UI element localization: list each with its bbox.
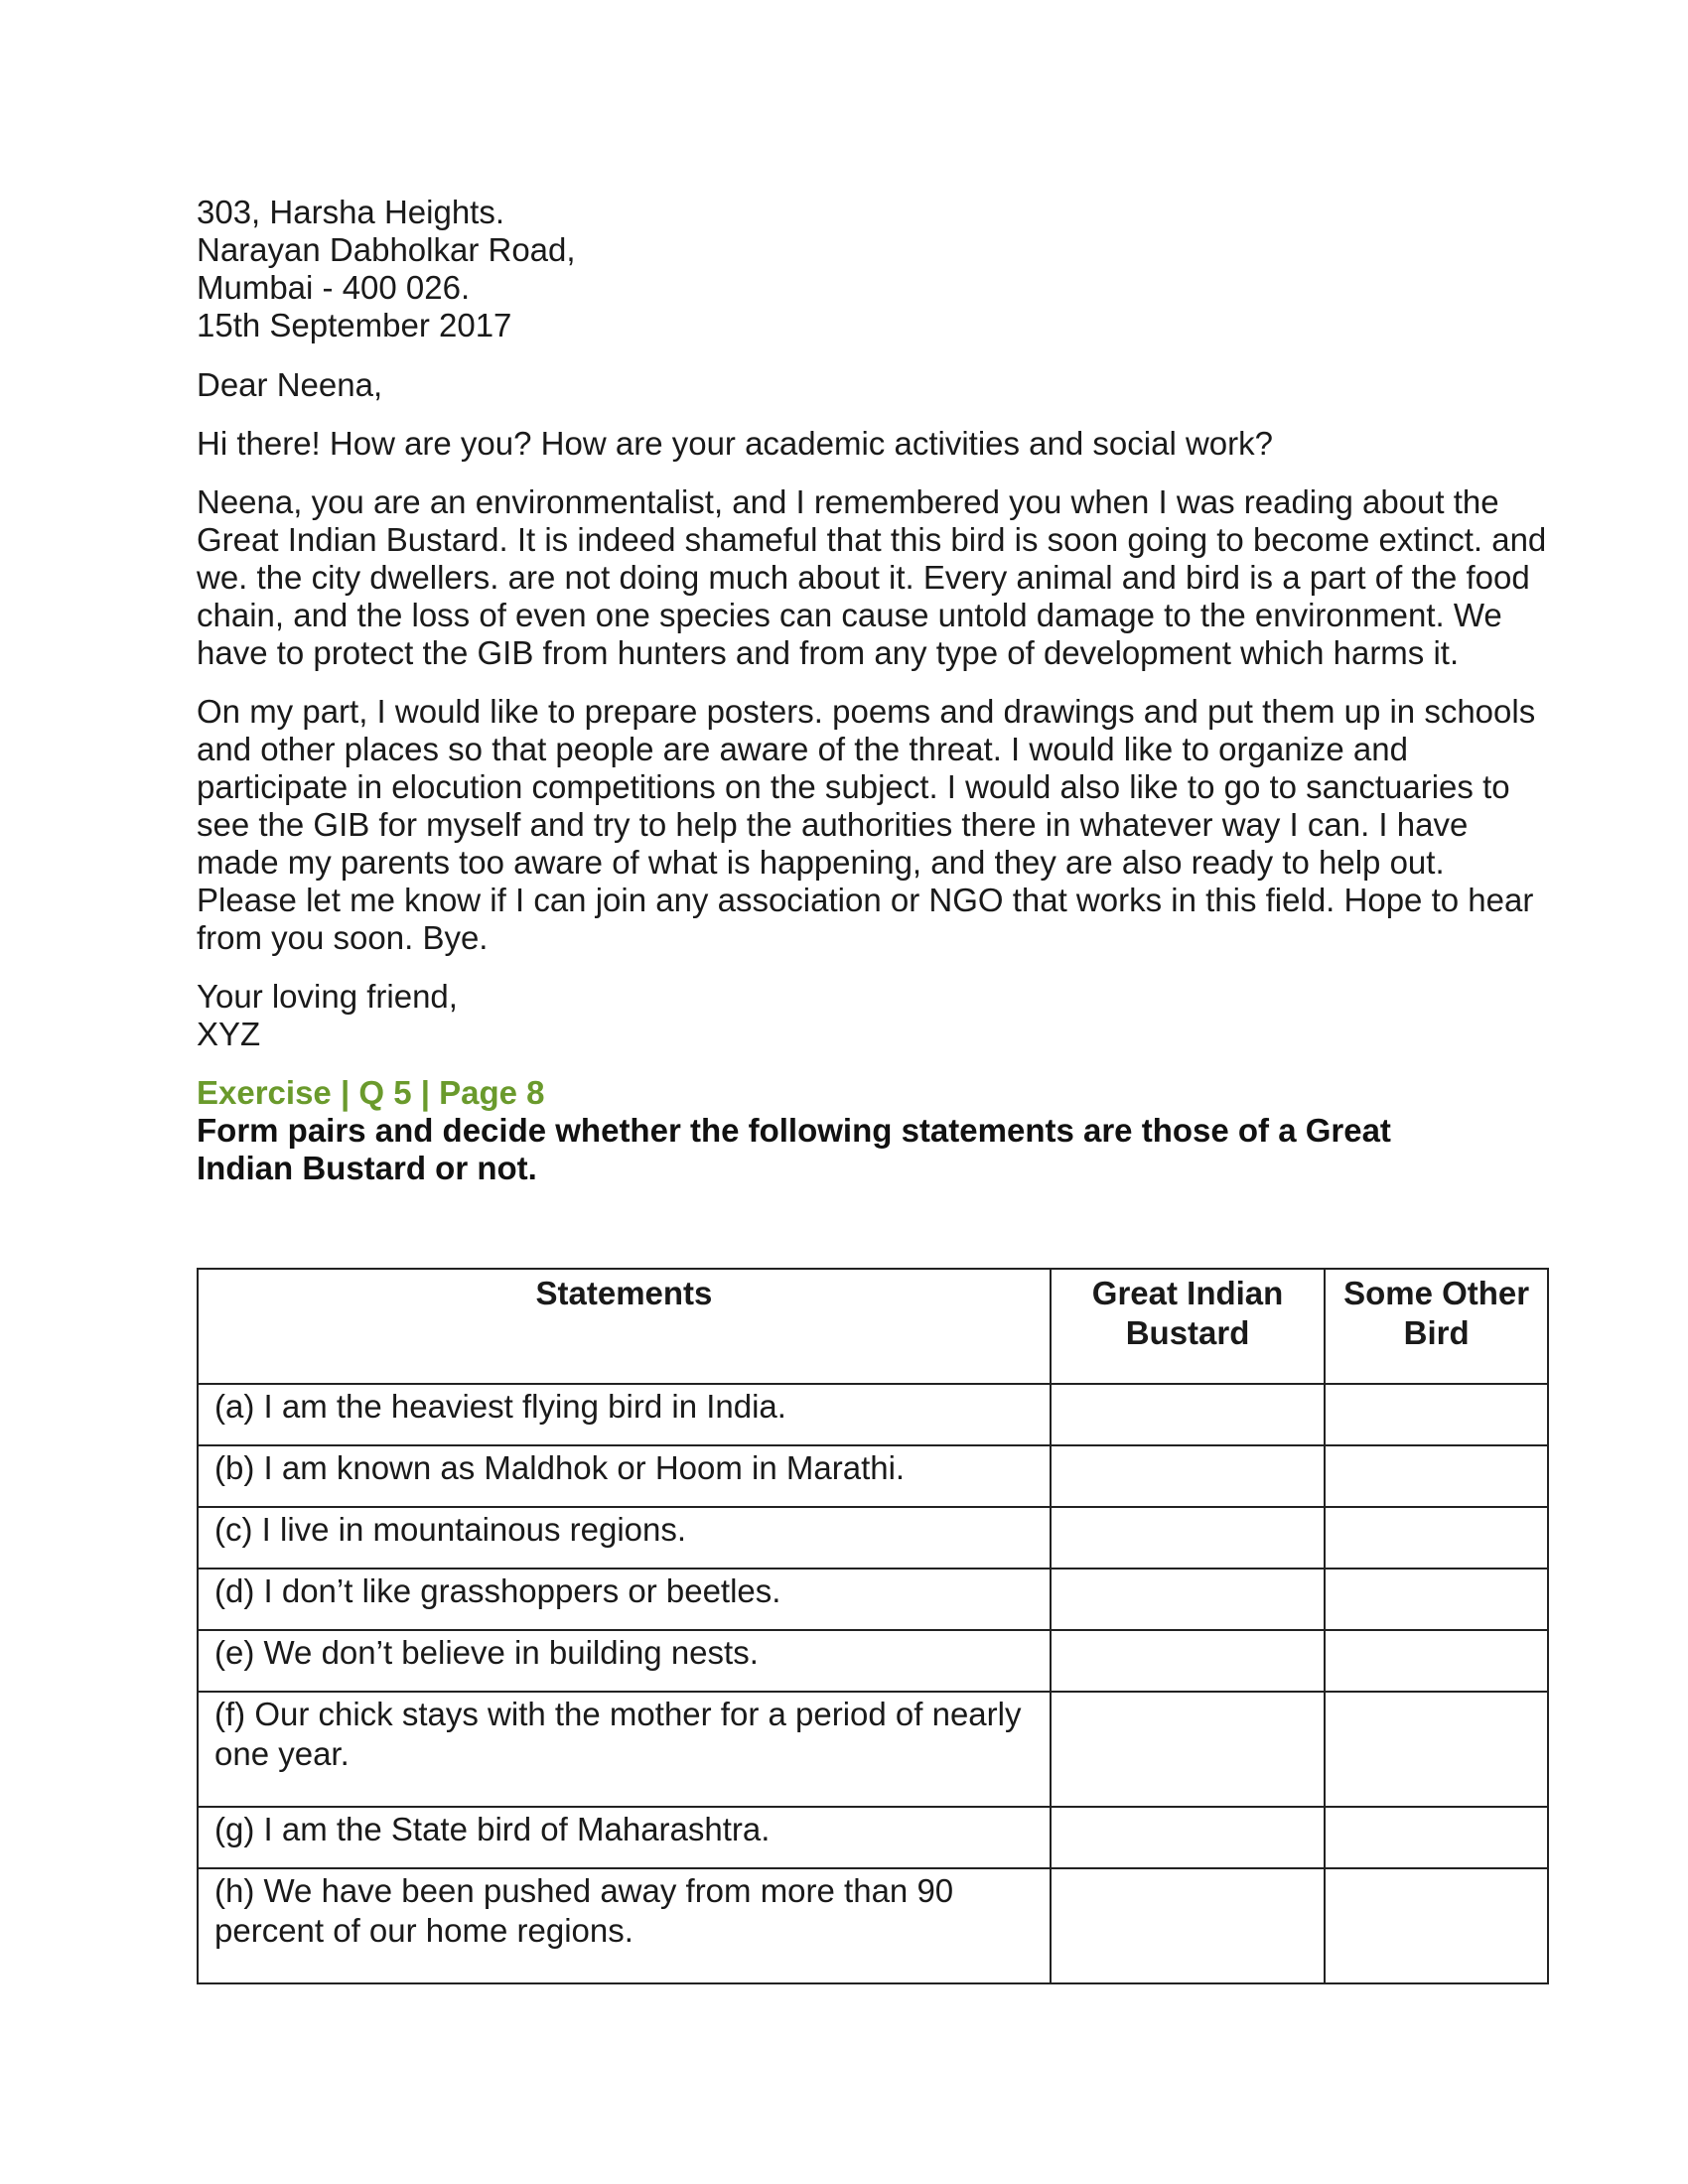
other-answer-cell (1325, 1868, 1548, 1983)
table-row (198, 1868, 1548, 1983)
other-answer-cell (1325, 1692, 1548, 1807)
other-answer-cell (1325, 1807, 1548, 1868)
other-answer-cell (1325, 1507, 1548, 1569)
sender-address (197, 194, 1547, 344)
statement-cell: (f) Our chick stays with the mother for a period of nearly one year. (198, 1692, 1051, 1807)
table-row (198, 1807, 1548, 1868)
statement-cell: (c) I live in mountainous regions. (198, 1507, 1051, 1569)
address-line: Narayan Dabholkar Road, (197, 231, 576, 268)
signature: XYZ (197, 1016, 261, 1052)
exercise-heading: Exercise | Q 5 | Page 8 (197, 1074, 545, 1111)
other-answer-cell (1325, 1630, 1548, 1692)
statement-cell: (h) We have been pushed away from more than 90 percent of our home regions. (198, 1868, 1051, 1983)
other-answer-cell (1325, 1569, 1548, 1630)
header-some-other-bird: Some Other Bird (1325, 1269, 1548, 1384)
document-page (197, 194, 1547, 1949)
gib-answer-cell (1051, 1630, 1325, 1692)
table-row (198, 1569, 1548, 1630)
table-row (198, 1507, 1548, 1569)
letter-paragraph: Hi there! How are you? How are your academic activities and social work? (197, 425, 1273, 462)
gib-answer-cell (1051, 1692, 1325, 1807)
other-answer-cell (1325, 1445, 1548, 1507)
gib-answer-cell (1051, 1384, 1325, 1445)
letter-paragraph: Neena, you are an environmentalist, and I remembered you when I was reading about the Great Indian Bustard. It is indeed shameful that this bird is soon going to become extinct. and we. the city dwellers. are not doing much about it. Every animal and bird is a part of the food chain, and the loss of even one species can cause untold damage to the environment. We have to protect the GIB from hunters and from any type of development which harms it. (197, 483, 1547, 671)
header-statements: Statements (198, 1269, 1051, 1384)
gib-answer-cell (1051, 1868, 1325, 1983)
other-answer-cell (1325, 1384, 1548, 1445)
address-line: 303, Harsha Heights. (197, 194, 505, 230)
gib-answer-cell (1051, 1507, 1325, 1569)
statement-cell: (g) I am the State bird of Maharashtra. (198, 1807, 1051, 1868)
header-great-indian-bustard: Great Indian Bustard (1051, 1269, 1325, 1384)
statement-cell: (a) I am the heaviest flying bird in India. (198, 1384, 1051, 1445)
table-header-row (198, 1269, 1548, 1384)
gib-answer-cell (1051, 1569, 1325, 1630)
letter-closing (197, 978, 1547, 1053)
address-line: Mumbai - 400 026. (197, 269, 471, 306)
letter-paragraph: On my part, I would like to prepare posters. poems and drawings and put them up in schools and other places so that people are aware of the threat. I would like to organize and participate in elocution competitions on the subject. I would also like to go to sanctuaries to see the GIB for myself and try to help the authorities there in whatever way I can. I have made my parents too aware of what is happening, and they are also ready to help out. Please let me know if I can join any association or NGO that works in this field. Hope to hear from you soon. Bye. (197, 693, 1536, 956)
statement-cell: (b) I am known as Maldhok or Hoom in Marathi. (198, 1445, 1051, 1507)
table-row (198, 1692, 1548, 1807)
letter-greeting: Dear Neena, (197, 366, 383, 403)
exercise-question: Form pairs and decide whether the following statements are those of a Great Indian Bustard or not. (197, 1112, 1391, 1186)
statements-table (197, 1268, 1549, 1984)
letter-date: 15th September 2017 (197, 307, 512, 343)
statement-cell: (e) We don’t believe in building nests. (198, 1630, 1051, 1692)
gib-answer-cell (1051, 1445, 1325, 1507)
table-row (198, 1445, 1548, 1507)
gib-answer-cell (1051, 1807, 1325, 1868)
table-row (198, 1630, 1548, 1692)
table-row (198, 1384, 1548, 1445)
closing-line: Your loving friend, (197, 978, 458, 1015)
statement-cell: (d) I don’t like grasshoppers or beetles. (198, 1569, 1051, 1630)
